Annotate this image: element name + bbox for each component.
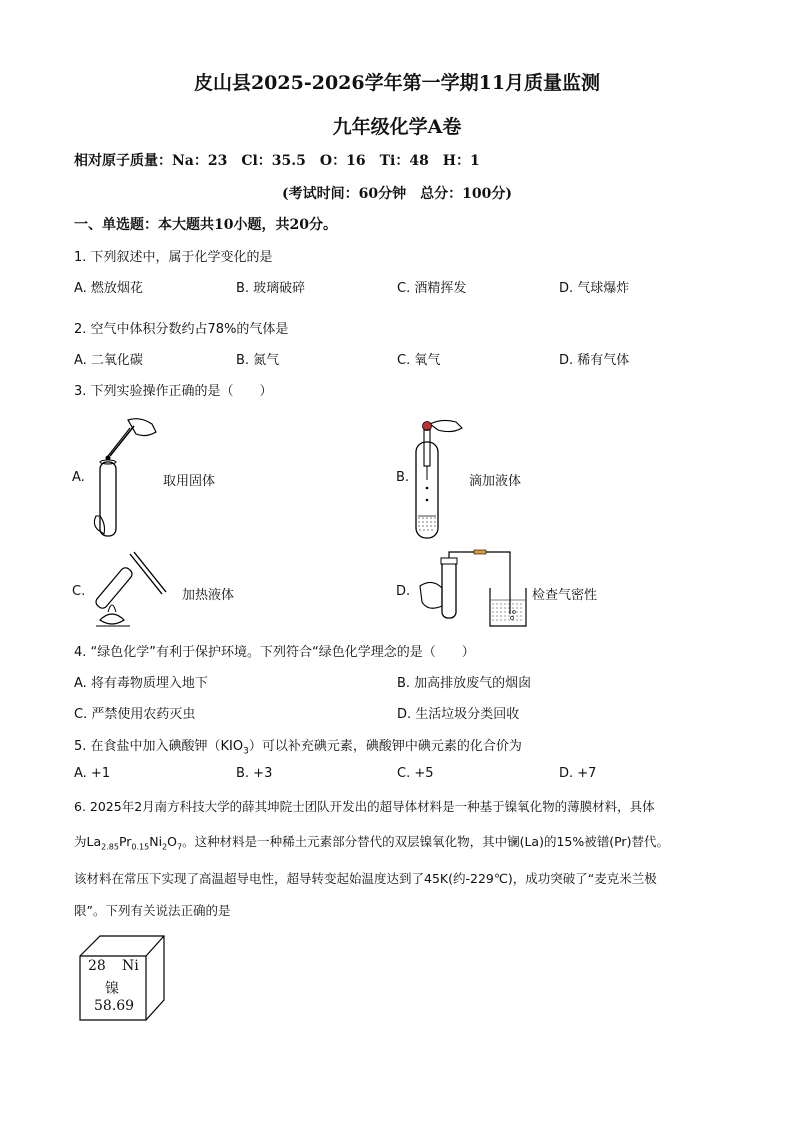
formula-sub-la: 2.85 xyxy=(101,842,119,852)
nickel-element-tile xyxy=(78,934,168,1024)
element-name: 镍 xyxy=(105,981,119,997)
q3-option-d-label: 检查气密性 xyxy=(532,588,598,603)
q2-option-b[interactable]: B. 氮气 xyxy=(236,353,280,368)
formula-sub-pr: 0.15 xyxy=(131,842,150,852)
q3-option-c-letter[interactable]: C. xyxy=(72,584,86,599)
exam-subtitle: 九年级化学A卷 xyxy=(332,116,462,138)
question-6-line-3: 该材料在常压下实现了高温超导电性，超导转变起始温度达到了45K(约-229℃)，成功突破了“麦克米兰极 xyxy=(74,871,657,886)
q3-option-c-label: 加热液体 xyxy=(182,588,235,603)
q1-option-b[interactable]: B. 玻璃破碎 xyxy=(236,281,306,296)
q2-option-d[interactable]: D. 稀有气体 xyxy=(559,353,630,368)
question-2-stem: 2. 空气中体积分数约占78%的气体是 xyxy=(74,322,289,337)
q4-option-d[interactable]: D. 生活垃圾分类回收 xyxy=(397,707,520,722)
heating-liquid-figure xyxy=(90,550,178,628)
question-6-line-1: 6. 2025年2月南方科技大学的薛其坤院士团队开发出的超导体材料是一种基于镍氧化物的薄膜材料，具体 xyxy=(74,799,655,814)
question-1-stem: 1. 下列叙述中，属于化学变化的是 xyxy=(74,250,273,265)
formula-la: 为La xyxy=(74,834,102,849)
question-6-line-2 xyxy=(74,832,669,852)
q3-option-d-letter[interactable]: D. xyxy=(396,584,411,599)
tweezers-solid-figure xyxy=(90,412,162,544)
exam-info: (考试时间：60分钟 总分：100分) xyxy=(282,186,512,202)
q5-stem-text-2: ）可以补充碘元素，碘酸钾中碘元素的化合价为 xyxy=(248,739,522,754)
q1-option-c[interactable]: C. 酒精挥发 xyxy=(397,281,467,296)
q4-option-c[interactable]: C. 严禁使用农药灭虫 xyxy=(74,707,196,722)
q4-option-a[interactable]: A. 将有毒物质埋入地下 xyxy=(74,676,208,691)
q5-option-a[interactable]: A. +1 xyxy=(74,766,111,781)
question-3-stem: 3. 下列实验操作正确的是（ ） xyxy=(74,384,273,399)
q5-option-d[interactable]: D. +7 xyxy=(559,766,597,781)
formula-ni: Ni xyxy=(149,834,163,849)
q3-option-b-label: 滴加液体 xyxy=(469,474,522,489)
q3-option-a-label: 取用固体 xyxy=(163,474,216,489)
element-symbol: Ni xyxy=(122,958,139,974)
q5-option-c[interactable]: C. +5 xyxy=(397,766,434,781)
exam-title: 皮山县2025-2026学年第一学期11月质量监测 xyxy=(193,72,601,94)
q5-stem-subscript: 3 xyxy=(243,746,249,757)
q5-stem-text-1: 5. 在食盐中加入碘酸钾（KIO xyxy=(74,739,244,754)
formula-sub-ni: 2 xyxy=(162,842,168,852)
q5-option-b[interactable]: B. +3 xyxy=(236,766,273,781)
question-6-line-2-text: 。这种材料是一种稀土元素部分替代的双层镍氧化物，其中镧(La)的15%被镨(Pr)替代。 xyxy=(182,834,669,849)
formula-pr: Pr xyxy=(118,834,132,849)
atomic-mass: 58.69 xyxy=(94,998,135,1014)
section-heading: 一、单选题：本大题共10小题，共20分。 xyxy=(74,217,337,233)
atomic-masses: 相对原子质量：Na：23 Cl：35.5 O：16 Ti：48 H：1 xyxy=(74,153,480,169)
airtightness-check-figure xyxy=(414,548,530,630)
formula-o: O xyxy=(167,834,177,849)
question-4-stem: 4. “绿色化学”有利于保护环境。下列符合“绿色化学理念的是（ ） xyxy=(74,645,475,660)
formula-sub-o: 7 xyxy=(176,842,183,852)
q2-option-c[interactable]: C. 氧气 xyxy=(397,353,441,368)
question-6-line-4: 限”。下列有关说法正确的是 xyxy=(74,903,231,918)
q1-option-d[interactable]: D. 气球爆炸 xyxy=(559,281,630,296)
q3-option-a-letter[interactable]: A. xyxy=(72,470,85,485)
dropper-test-tube-figure xyxy=(412,412,468,544)
q4-option-b[interactable]: B. 加高排放废气的烟囱 xyxy=(397,676,532,691)
atomic-number: 28 xyxy=(88,958,106,974)
q3-option-b-letter[interactable]: B. xyxy=(396,470,410,485)
question-5-stem xyxy=(74,735,522,757)
q2-option-a[interactable]: A. 二氧化碳 xyxy=(74,353,143,368)
q1-option-a[interactable]: A. 燃放烟花 xyxy=(74,281,143,296)
